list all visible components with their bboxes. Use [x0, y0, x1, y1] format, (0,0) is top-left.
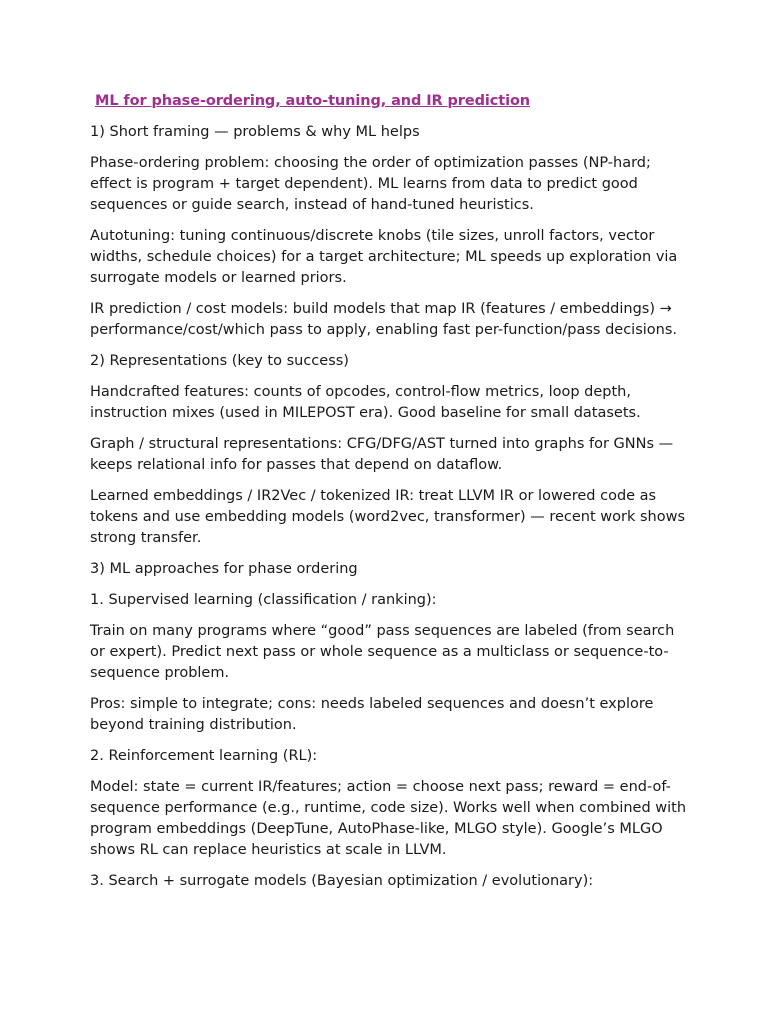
document-page: [90, 91, 690, 902]
paragraph-supervised-pros-cons: Pros: simple to integrate; cons: needs labeled sequences and doesn’t explore beyond training distribution.: [90, 696, 654, 733]
heading-ml-approaches: 3) ML approaches for phase ordering: [90, 561, 358, 577]
paragraph-graph-representations: Graph / structural representations: CFG/DFG/AST turned into graphs for GNNs — keeps relational info for passes that depend on dataflow.: [90, 436, 674, 473]
subheading-search-surrogate: 3. Search + surrogate models (Bayesian optimization / evolutionary):: [90, 873, 594, 889]
paragraph-autotuning: Autotuning: tuning continuous/discrete knobs (tile sizes, unroll factors, vector widths, schedule choices) for a target architecture; ML speeds up exploration via surrogate models or learned priors.: [90, 228, 678, 286]
paragraph-ir-prediction: IR prediction / cost models: build models that map IR (features / embeddings) → performance/cost/which pass to apply, enabling fast per-function/pass decisions.: [90, 301, 678, 338]
document-title-link[interactable]: ML for phase-ordering, auto-tuning, and IR prediction: [95, 93, 531, 109]
paragraph-learned-embeddings: Learned embeddings / IR2Vec / tokenized IR: treat LLVM IR or lowered code as tokens and use embedding models (word2vec, transformer) — recent work shows strong transfer.: [90, 488, 686, 546]
subheading-supervised-learning: 1. Supervised learning (classification / ranking):: [90, 592, 437, 608]
paragraph-supervised-train: Train on many programs where “good” pass sequences are labeled (from search or expert). Predict next pass or whole sequence as a multiclass or sequence-to-sequence problem.: [90, 623, 675, 681]
heading-representations: 2) Representations (key to success): [90, 353, 349, 369]
heading-short-framing: 1) Short framing — problems & why ML helps: [90, 124, 420, 140]
paragraph-rl-model: Model: state = current IR/features; action = choose next pass; reward = end-of-sequence performance (e.g., runtime, code size). Works well when combined with program embeddings (DeepTune, AutoPhase-like, MLGO style). Google’s MLGO shows RL can replace heuristics at scale in LLVM.: [90, 779, 687, 858]
subheading-reinforcement-learning: 2. Reinforcement learning (RL):: [90, 748, 318, 764]
paragraph-handcrafted-features: Handcrafted features: counts of opcodes, control-flow metrics, loop depth, instruction mixes (used in MILEPOST era). Good baseline for small datasets.: [90, 384, 641, 421]
paragraph-phase-ordering: Phase-ordering problem: choosing the order of optimization passes (NP-hard; effect is program + target dependent). ML learns from data to predict good sequences or guide search, instead of hand-tuned heuristics.: [90, 155, 651, 213]
